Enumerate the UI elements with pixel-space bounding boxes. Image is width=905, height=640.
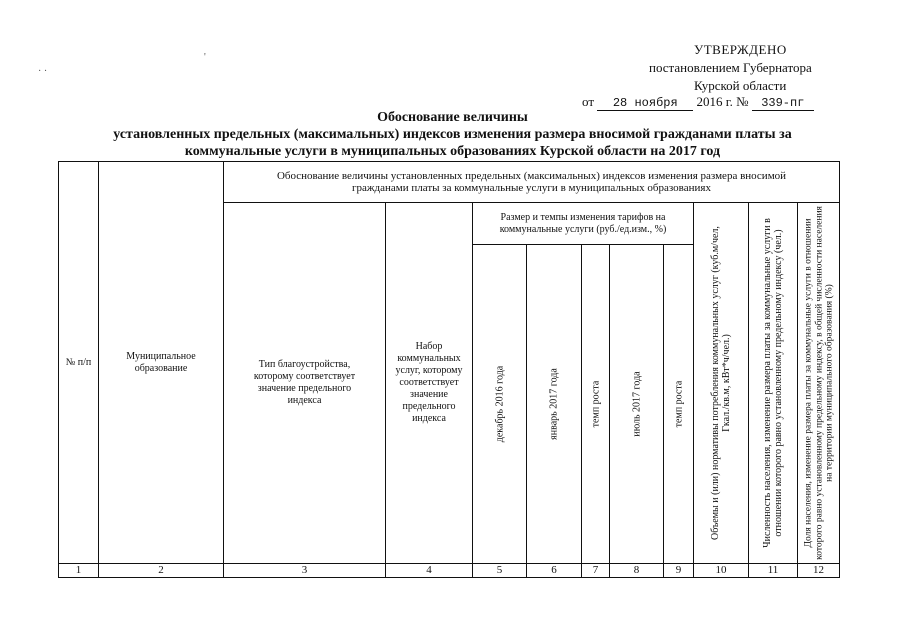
document-title-line2: установленных предельных (максимальных) индексов изменения размера вносимой гражданами платы за (113, 127, 792, 142)
scan-speck-top: ' (204, 52, 206, 63)
col-number-7 (581, 563, 610, 578)
col-number-8-text: 8 (633, 564, 640, 576)
header-tariff-group (472, 202, 694, 245)
header-col-3-text: Тип благоустройства, которому соответствует значение предельного индекса (253, 359, 356, 406)
col-number-10 (693, 563, 749, 578)
header-group (223, 161, 840, 203)
col-number-7-text: 7 (592, 564, 599, 576)
approval-date-line (582, 94, 814, 111)
col-number-3 (223, 563, 386, 578)
col-number-6-text: 6 (551, 564, 557, 576)
header-col-9 (663, 244, 694, 564)
col-number-4-text: 4 (426, 564, 432, 576)
scan-speck-left: · · (38, 66, 48, 77)
header-col-2 (98, 161, 224, 564)
col-number-5-text: 5 (496, 564, 503, 576)
col-number-12 (797, 563, 840, 578)
header-col-4 (385, 202, 473, 564)
date-prefix: от (582, 94, 595, 109)
header-col-10-text: Объемы и (или) нормативы потребления коммунальных услуг (куб.м/чел, Гкал./кв.м, кВт*ч/чел.) (710, 226, 732, 540)
col-number-9-text: 9 (675, 564, 682, 576)
document-title-line1: Обоснование величины (377, 110, 528, 125)
header-col-4-text: Набор коммунальных услуг, которому соответствует значение предельного индекса (395, 341, 463, 424)
header-col-9-text: темп роста (673, 380, 684, 428)
approval-region: Курской области (694, 78, 787, 93)
header-col-2-text: Муниципальное образование (126, 350, 196, 374)
col-number-1-text: 1 (75, 564, 82, 576)
header-col-1 (58, 161, 99, 564)
header-col-6 (526, 244, 582, 564)
header-tariff-group-text: Размер и темпы изменения тарифов на коммунальные услуги (руб./ед.изм., %) (499, 211, 667, 235)
col-number-9 (663, 563, 694, 578)
header-col-3 (223, 202, 386, 564)
header-col-1-text: № п/п (65, 356, 92, 368)
document-title-line3: коммунальные услуги в муниципальных образованиях Курской области на 2017 год (184, 144, 721, 159)
header-col-11 (748, 202, 798, 564)
col-number-11 (748, 563, 798, 578)
date-value: 28 ноября (597, 97, 693, 111)
header-col-12 (797, 202, 840, 564)
approval-decree: постановлением Губернатора (649, 60, 812, 75)
col-number-4 (385, 563, 473, 578)
col-number-8 (609, 563, 664, 578)
header-col-7 (581, 244, 610, 564)
col-number-3-text: 3 (301, 564, 308, 576)
header-col-11-text: Численность населения, изменение размера платы за коммунальные услуги в отношении которого равно установленному предельному индексу (чел.) (762, 218, 784, 548)
header-col-5-text: декабрь 2016 года (494, 365, 505, 443)
col-number-2-text: 2 (158, 564, 164, 576)
header-col-12-text: Доля населения, изменение размера платы за коммунальные услуги в отношении которого равно установленному предельному индексу, в общей численности населения на территории муниципального образования (%) (802, 206, 834, 560)
year-text: 2016 г. № (696, 94, 749, 109)
decree-number: 339-пг (752, 97, 814, 111)
header-col-7-text: темп роста (590, 380, 601, 428)
col-number-2 (98, 563, 224, 578)
approval-heading: УТВЕРЖДЕНО (694, 42, 787, 57)
col-number-11-text: 11 (767, 564, 779, 576)
col-number-6 (526, 563, 582, 578)
col-number-12-text: 12 (813, 564, 824, 576)
col-number-5 (472, 563, 527, 578)
col-number-10-text: 10 (715, 564, 727, 576)
col-number-1 (58, 563, 99, 578)
header-group-text: Обоснование величины установленных предельных (максимальных) индексов изменения размера вносимой гражданами платы за коммунальные услуги в муниципальных образованиях (276, 170, 787, 194)
header-col-6-text: январь 2017 года (548, 368, 560, 440)
header-col-8-text: июль 2017 года (631, 371, 642, 437)
header-col-10 (693, 202, 749, 564)
header-col-5 (472, 244, 527, 564)
header-col-8 (609, 244, 664, 564)
